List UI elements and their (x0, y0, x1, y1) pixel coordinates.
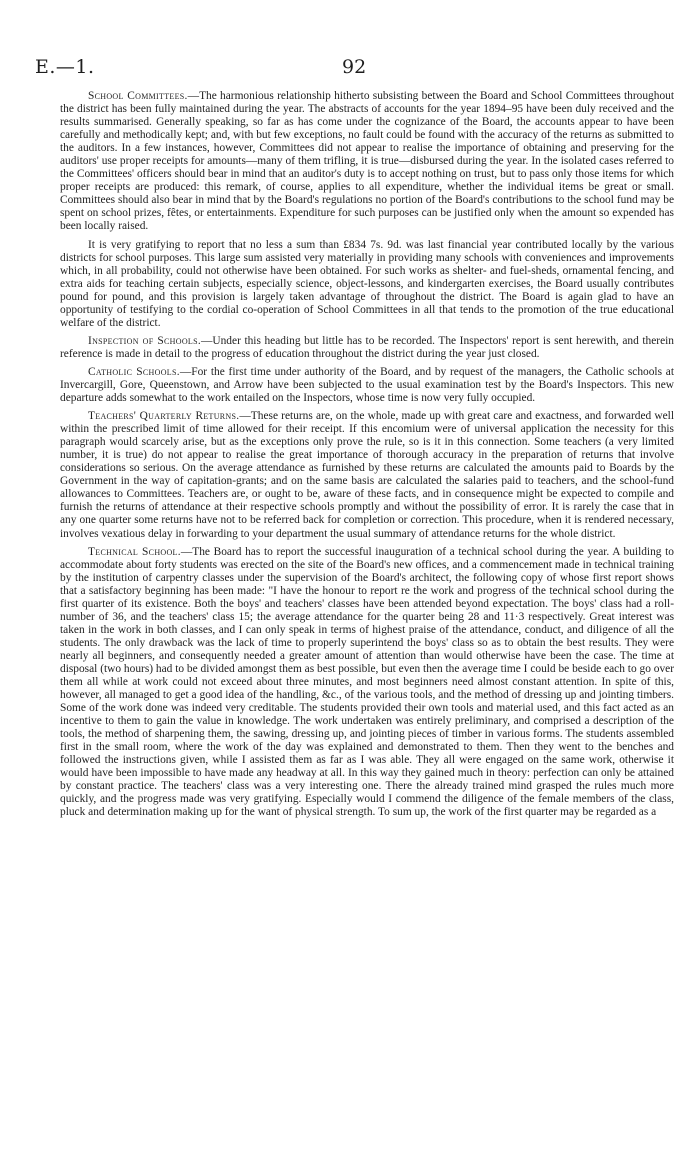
page-number: 92 (342, 56, 367, 78)
section-heading: Technical School. (88, 545, 181, 558)
paragraph-text: —The harmonious relationship hitherto subsisting between the Board and School Committees throughout the district has been fully maintained during the year. The abstracts of accounts for the year 1894–95 have been duly received and the results summarised. Generally speaking, so far as has come under the cognizance of the Board, the accounts appear to have been carefully and methodically kept; and, with but few exceptions, no fault could be found with the accuracy of the returns as submitted to the auditors. In a few instances, however, Committees did not appear to realise the importance of obtaining and preserving for the auditors' use proper receipts for amounts—many of them trifling, it is true—disbursed during the year. In the isolated cases referred to the Committees' officers should bear in mind that an auditor's duty is to accept nothing on trust, but to pass only those items for which proper receipts are produced: this remark, of course, applies to all expenditure, whether the individual items be great or small. Committees should also bear in mind that by the Board's regulations no portion of the Board's contributions to the school fund may be spent on school prizes, fêtes, or entertainments. Expenditure for such purposes can be justified only when the amount so expended has been locally raised. (60, 90, 674, 233)
section-heading: Inspection of Schools. (88, 334, 201, 347)
page-header (0, 0, 700, 80)
paragraph-text: —The Board has to report the successful inauguration of a technical school during the year. A building to accommodate about forty students was erected on the site of the Board's new offices, and a commencement made in technical training by the institution of carpentry classes under the supervision of the Board's architect, the following copy of whose first report shows that a satisfactory beginning has been made: "I have the honour to report re the work and progress of the technical school during the first quarter of its existence. Both the boys' and teachers' classes have been attended beyond expectation. The boys' class had a roll-number of 36, and the teachers' class 15; the average attendance for the quarter being 28 and 11·3 respectively. Great interest was taken in the work in both classes, and I can only speak in terms of highest praise of the attendance, conduct, and diligence of all the students. The only drawback was the lack of time to properly superintend the boys' class so as to obtain the best results. They were nearly all beginners, and consequently needed a greater amount of attention than would otherwise have been the case. The time at disposal (two hours) had to be divided amongst them as best possible, but even then the average time I could be beside each to go over them all while at work could not exceed about three minutes, and most beginners need almost constant attention. In spite of this, however, all managed to get a good idea of the handling, &c., of the various tools, and the method of dressing up and jointing timbers. Some of the work done was indeed very creditable. The students provided their own tools and material used, and this fact acted as an incentive to them to gain the value in knowledge. The work undertaken was entirely preliminary, and comprised a description of the tools, the method of sharpening them, the sawing, dressing up, and jointing pieces of timber in various forms. The students assembled first in the small room, where the work of the day was explained and demonstrated to them. Then they went to the benches and followed the instructions given, while I assisted them as far as I was able. They all were engaged on the same work, otherwise it would have been impossible to have made any headway at all. In this way they gained much in theory: perfection can only be attained by constant practice. The teachers' class was a very interesting one. There the already trained mind grasped the rules much more quickly, and the progress made was very gratifying. Especially would I commend the diligence of the female members of the class, pluck and determination making up for the want of physical strength. To sum up, the work of the first quarter may be regarded as a (60, 545, 674, 819)
report-body (60, 90, 674, 825)
paragraph-text: —For the first time under authority of the Board, and by request of the managers, the Catholic schools at Invercargill, Gore, Queenstown, and Arrow have been subjected to the usual examination test by the Board's Inspectors. This new departure adds somewhat to the work entailed on the Inspectors, whose time is now very fully occupied. (60, 365, 675, 405)
paragraph-text: It is very gratifying to report that no less a sum than £834 7s. 9d. was last financial year contributed locally by the various districts for school purposes. This large sum assisted very materially in providing many schools with conveniences and improvements which, in all probability, could not otherwise have been obtained. For such works as shelter- and fuel-sheds, ornamental fencing, and extra aids for teaching certain subjects, especially science, object-lessons, and kindergarten exercises, the Board usually contributes pound for pound, and this provision is largely taken advantage of throughout the district. The Board is again glad to have an opportunity of testifying to the cordial co-operation of School Committees in all that tends to the promotion of the true educational welfare of the district. (60, 238, 674, 329)
section-heading: Teachers' Quarterly Returns. (88, 410, 240, 423)
section-heading: Catholic Schools. (88, 365, 180, 378)
paragraph-school-committees (60, 90, 674, 234)
paragraph-catholic-schools (60, 366, 674, 405)
paragraph-text: —Under this heading but little has to be recorded. The Inspectors' report is sent herewith, and therein reference is made in detail to the progress of education throughout the district during the year just closed. (60, 334, 674, 360)
section-heading: School Committees. (88, 90, 188, 102)
paragraph-technical-school (60, 546, 674, 820)
document-id: E.—1. (35, 56, 95, 78)
paragraph-teachers-quarterly-returns (60, 410, 674, 540)
paragraph-inspection-of-schools (60, 335, 674, 361)
paragraph-local-contributions (60, 239, 674, 330)
paragraph-text: —These returns are, on the whole, made up with great care and exactness, and forwarded well within the prescribed limit of time allowed for their receipt. If this encomium were of universal application the necessity for this paragraph would scarcely arise, but as the exceptions only prove the rule, so is it in this connection. Some teachers (a very limited number, it is true) do not appear to realise the great importance of thorough accuracy in the preparation of returns that involve considerations so serious. On the average attendance as furnished by these returns are calculated the amounts paid to Boards by the Government in the way of capitation-grants; and on the same basis are calculated the salaries paid to teachers, and the school-fund allowances to Committees. Teachers are, or ought to be, aware of these facts, and in consequence might be expected to compile and furnish the returns of attendance at their respective schools promptly and without the possibility of error. It is rarely the case that in any one quarter some returns have not to be referred back for completion or correction. This procedure, when it is rendered necessary, involves vexatious delay in forwarding to your department the usual summary of attendance returns for the whole district. (60, 410, 674, 540)
